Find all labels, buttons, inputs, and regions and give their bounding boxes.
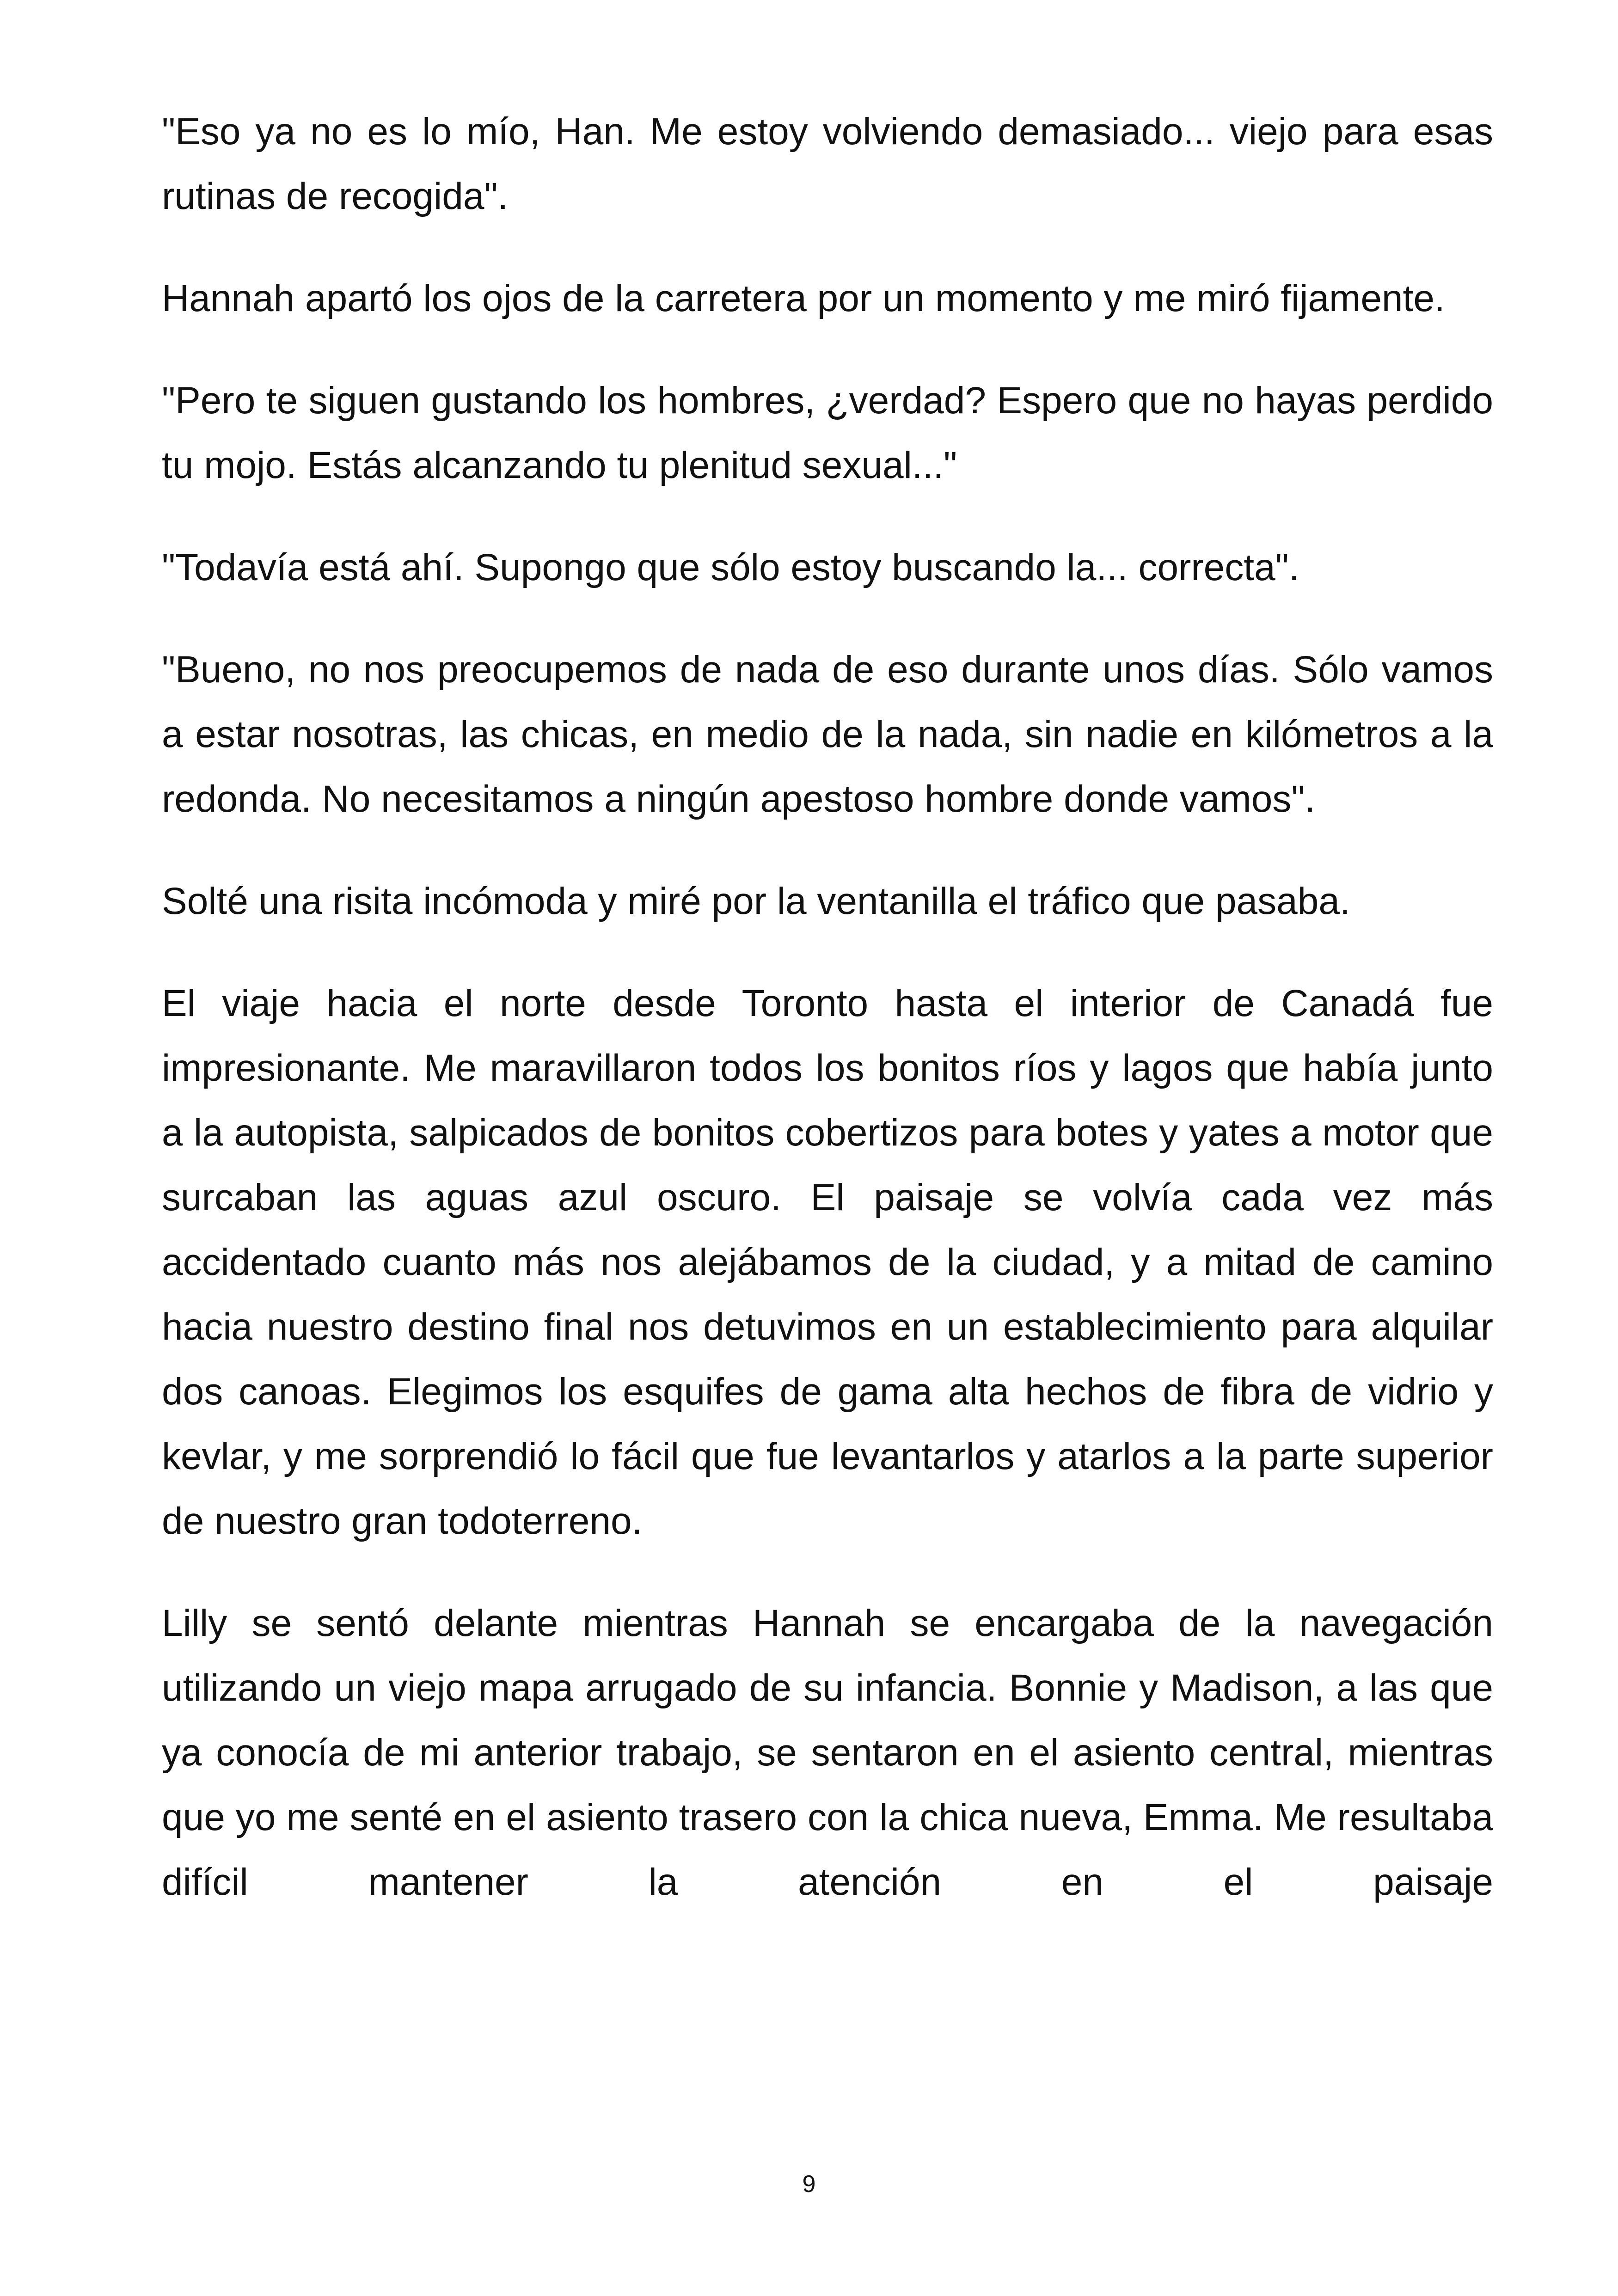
paragraph-3: "Pero te siguen gustando los hombres, ¿verdad? Espero que no hayas perdido tu mojo. Estás alcanzando tu plenitud sexual..." [162,380,1493,486]
page-number: 9 [802,2171,816,2198]
paragraph-8: Lilly se sentó delante mientras Hannah se encargaba de la navegación utilizando un viejo mapa arrugado de su infancia. Bonnie y Madison, a las que ya conocía de mi anterior trabajo, se sentaron en el asiento central, mientras que yo me senté en el asiento trasero con la chica nueva, Emma. Me resultaba difícil mantener la atención en el paisaje [162,1602,1493,1903]
paragraph-5: "Bueno, no nos preocupemos de nada de eso durante unos días. Sólo vamos a estar nosotras, las chicas, en medio de la nada, sin nadie en kilómetros a la redonda. No necesitamos a ningún apestoso hombre donde vamos". [162,649,1493,820]
body-text [162,99,1493,1952]
paragraph-1: "Eso ya no es lo mío, Han. Me estoy volviendo demasiado... viejo para esas rutinas de recogida". [162,110,1493,217]
paragraph-7: El viaje hacia el norte desde Toronto hasta el interior de Canadá fue impresionante. Me maravillaron todos los bonitos ríos y lagos que había junto a la autopista, salpicados de bonitos cobertizos para botes y yates a motor que surcaban las aguas azul oscuro. El paisaje se volvía cada vez más accidentado cuanto más nos alejábamos de la ciudad, y a mitad de camino hacia nuestro destino final nos detuvimos en un establecimiento para alquilar dos canoas. Elegimos los esquifes de gama alta hechos de fibra de vidrio y kevlar, y me sorprendió lo fácil que fue levantarlos y atarlos a la parte superior de nuestro gran todoterreno. [162,982,1493,1542]
paragraph-4: "Todavía está ahí. Supongo que sólo estoy buscando la... correcta". [162,546,1299,588]
paragraph-6: Solté una risita incómoda y miré por la ventanilla el tráfico que pasaba. [162,880,1350,922]
paragraph-2: Hannah apartó los ojos de la carretera por un momento y me miró fijamente. [162,277,1445,319]
